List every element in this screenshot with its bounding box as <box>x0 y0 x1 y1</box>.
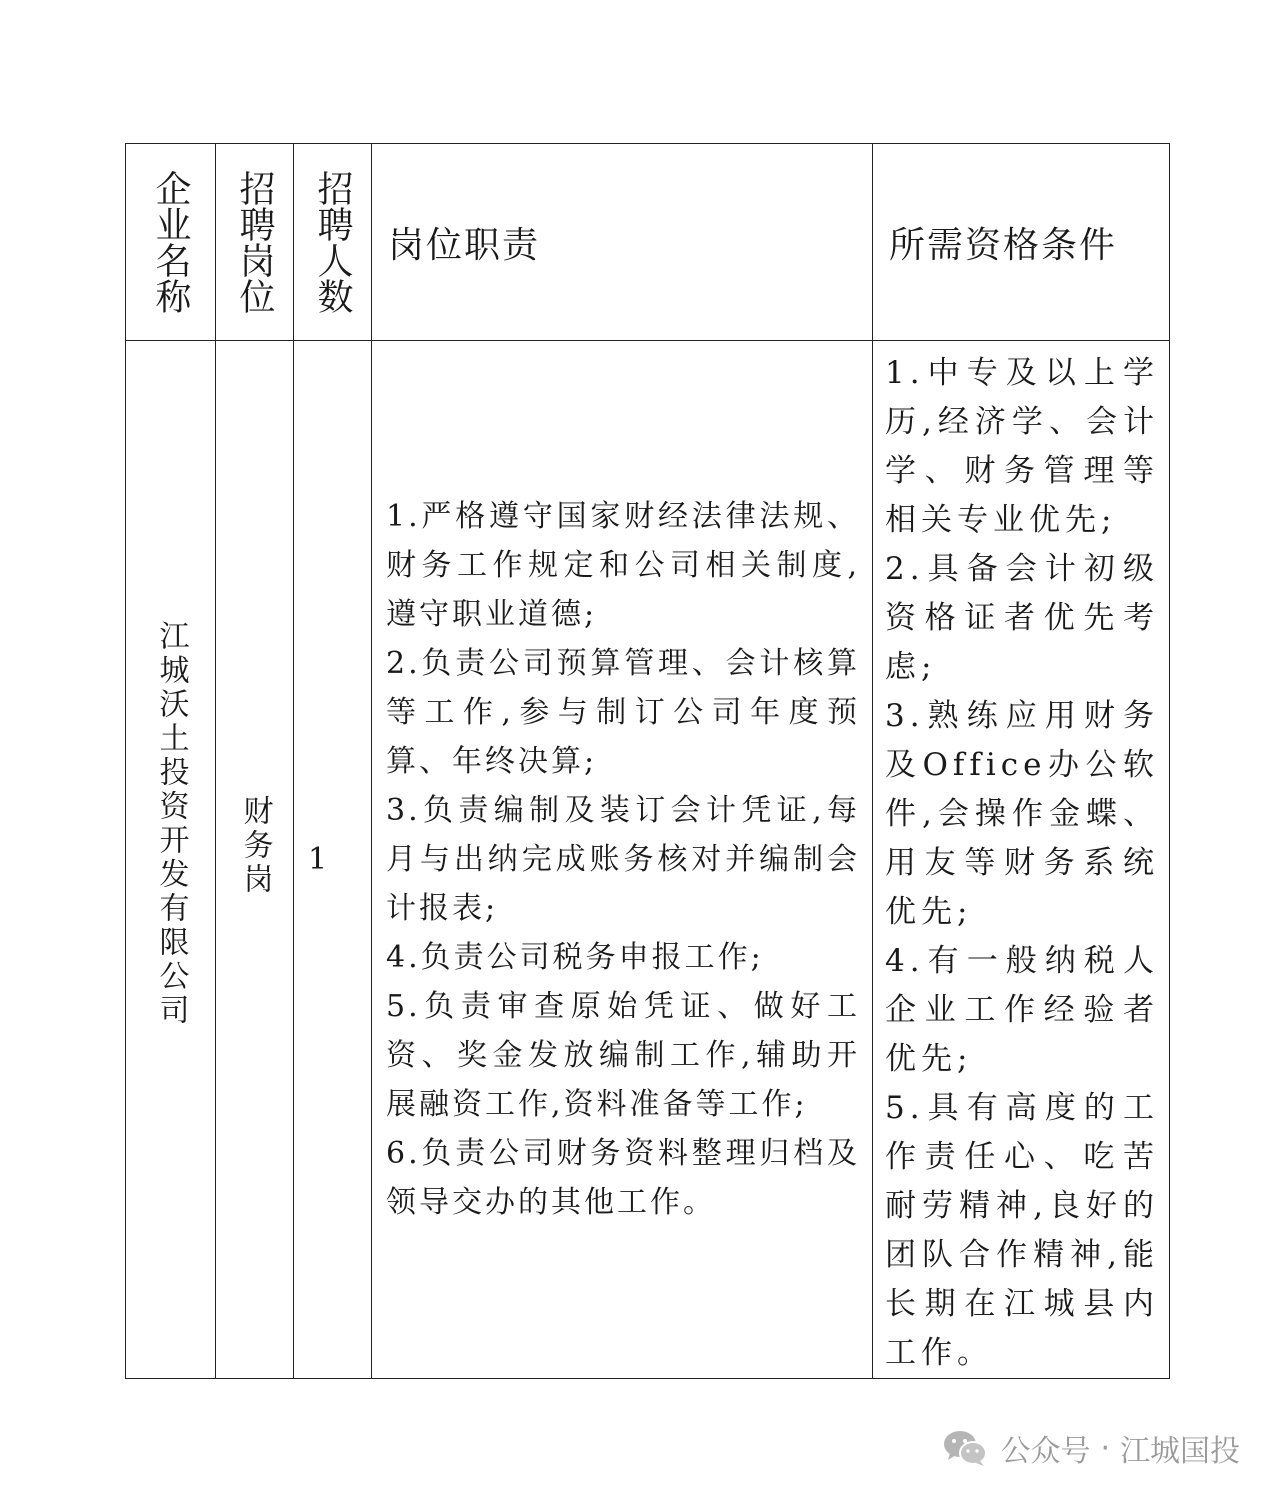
header-post-cell <box>216 144 294 341</box>
header-duty: 岗位职责 <box>388 224 541 266</box>
recruit-count: 1 <box>308 842 328 877</box>
header-company: 企业名称 <box>150 170 191 314</box>
duty-item: 2.负责公司预算管理、会计核算等工作,参与制订公司年度预算、年终决算; <box>386 646 860 779</box>
duty-list <box>372 492 872 1227</box>
header-post: 招聘岗位 <box>234 170 275 314</box>
header-count-cell <box>294 144 372 341</box>
post-name: 财务岗 <box>237 794 273 897</box>
table-header-row <box>126 144 1170 341</box>
wechat-icon <box>942 1428 988 1468</box>
requirement-item: 5.具有高度的工作责任心、吃苦耐劳精神,良好的团队合作精神,能长期在江城县内工作。 <box>885 1090 1159 1371</box>
duty-item: 1.严格遵守国家财经法律法规、财务工作规定和公司相关制度,遵守职业道德; <box>386 499 860 632</box>
table-row <box>126 341 1170 1379</box>
watermark-label: 公众号 <box>1000 1434 1091 1469</box>
watermark-separator: · <box>1100 1430 1110 1466</box>
header-requirement-cell <box>873 144 1170 341</box>
header-duty-cell <box>372 144 873 341</box>
requirement-item: 1.中专及以上学历,经济学、会计学、财务管理等相关专业优先; <box>885 355 1159 538</box>
watermark-account: 江城国投 <box>1120 1434 1240 1469</box>
company-name: 江城沃土投资开发有限公司 <box>153 619 189 1028</box>
wechat-watermark <box>942 1426 1240 1470</box>
duty-cell <box>372 341 873 1379</box>
duty-item: 5.负责审查原始凭证、做好工资、奖金发放编制工作,辅助开展融资工作,资料准备等工作; <box>386 989 860 1122</box>
company-cell <box>126 341 216 1379</box>
requirement-cell <box>873 341 1170 1379</box>
header-company-cell <box>126 144 216 341</box>
requirement-item: 4.有一般纳税人企业工作经验者优先; <box>885 943 1159 1077</box>
requirement-item: 2.具备会计初级资格证者优先考虑; <box>885 551 1159 685</box>
duty-item: 6.负责公司财务资料整理归档及领导交办的其他工作。 <box>386 1136 860 1220</box>
requirement-item: 3.熟练应用财务及Office办公软件,会操作金蝶、用友等财务系统优先; <box>885 698 1159 930</box>
recruitment-table <box>125 143 1170 1379</box>
requirement-list <box>873 341 1169 1378</box>
header-count: 招聘人数 <box>312 170 353 314</box>
duty-item: 3.负责编制及装订会计凭证,每月与出纳完成账务核对并编制会计报表; <box>386 793 860 926</box>
duty-item: 4.负责公司税务申报工作; <box>386 940 764 975</box>
header-requirement: 所需资格条件 <box>889 224 1118 266</box>
post-cell <box>216 341 294 1379</box>
count-cell <box>294 341 372 1379</box>
